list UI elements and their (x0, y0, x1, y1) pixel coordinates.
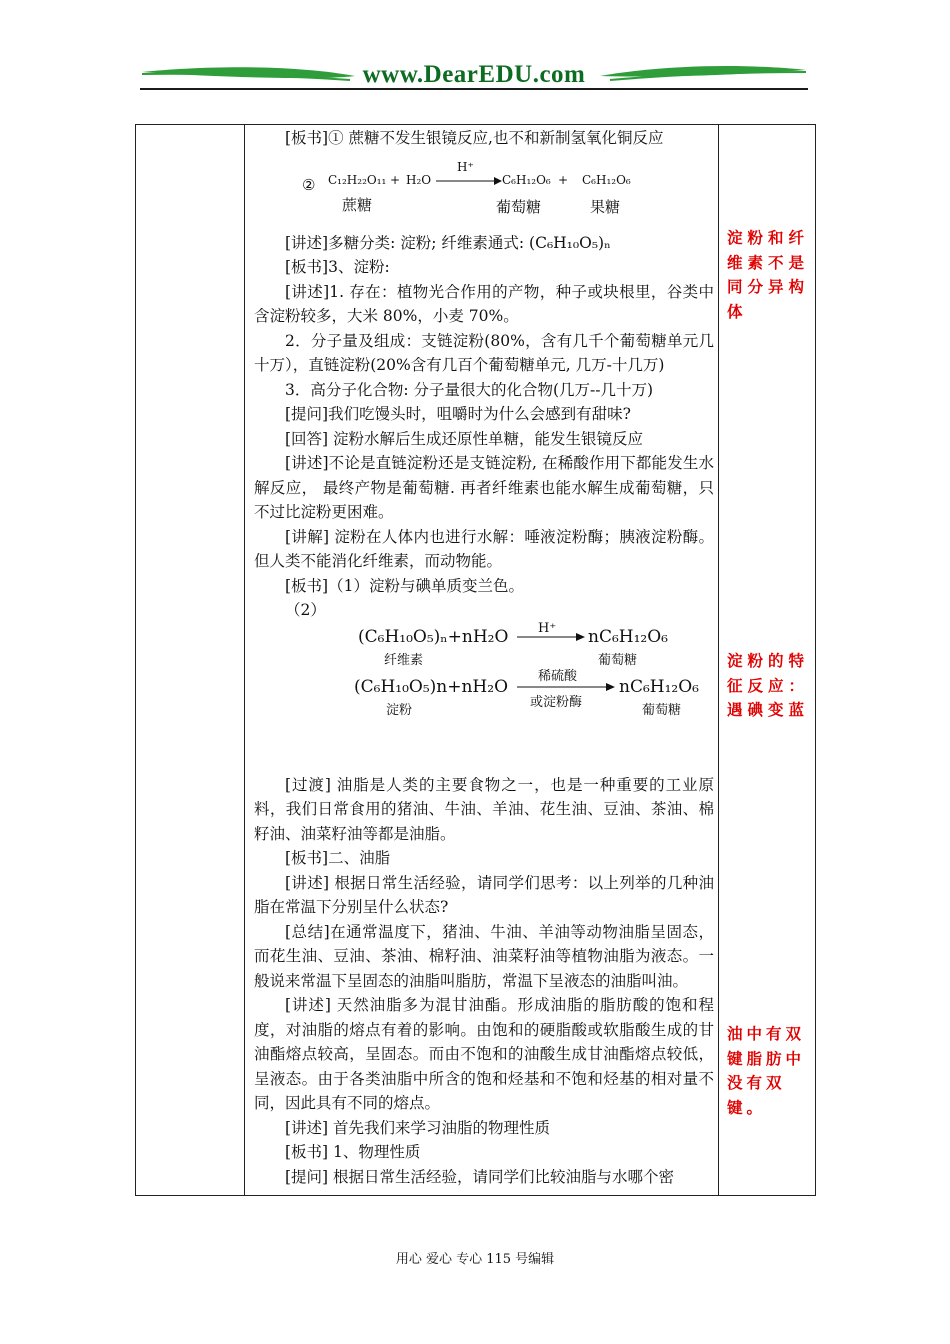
label-fructose: 果糖 (590, 197, 621, 216)
answer-hydrolysis: [回答] 淀粉水解后生成还原性单糖，能发生银镜反应 (285, 429, 644, 448)
label-glucose-1: 葡萄糖 (598, 652, 638, 668)
label-glucose-2: 葡萄糖 (642, 702, 682, 718)
lecture-fat-states: [讲述] 根据日常生活经验，请同学们思考：以上列举的几种油脂在常温下分别呈什么状态? (254, 873, 714, 916)
page-header (140, 58, 808, 94)
board-note-item-2: （2） (285, 601, 326, 619)
lecture-mixed-glycerides: [讲述] 天然油脂多为混甘油酯。形成油脂的脂肪酸的饱和程度，对油脂的熔点有着的影响。由饱和的硬脂酸或软脂酸生成的甘油酯熔点较高，呈固态。而由不饱和的油酸生成甘油酯熔点较低，呈液态。由于各类油脂中所含的饱和烃基和不饱和烃基的相对量不同，因此具有不同的熔点。 (254, 996, 714, 1112)
header-rule (140, 88, 808, 90)
lecture-physical-properties: [讲述] 首先我们来学习油脂的物理性质 (285, 1118, 551, 1137)
board-note-starch: [板书]3、淀粉: (285, 258, 390, 276)
column-divider-2 (718, 125, 719, 1195)
board-note-physical-properties: [板书] 1、物理性质 (285, 1143, 421, 1161)
equation-plus-2: + (558, 172, 569, 187)
equation-plus-1: + (390, 172, 401, 187)
equation-sucrose-hydrolysis (254, 151, 714, 231)
equation-reactant: C₁₂H₂₂O₁₁ (328, 172, 387, 187)
equation-product-glucose: C₆H₁₂O₆ (502, 172, 551, 187)
lecture-polymer: 3．高分子化合物: 分子量很大的化合物(几万--几十万) (285, 380, 654, 399)
reaction1-catalyst: H⁺ (538, 620, 557, 636)
page-footer: 用心 爱心 专心 115 号编辑 (395, 1252, 555, 1267)
equation-number: ② (302, 175, 316, 194)
label-cellulose: 纤维素 (384, 652, 424, 668)
label-glucose: 葡萄糖 (496, 197, 542, 216)
reaction1-right: nC₆H₁₂O₆ (588, 626, 668, 647)
reaction2-catalyst-acid: 稀硫酸 (538, 668, 578, 684)
note-double-bond: 油中有双键脂肪中没有双键。 (727, 1025, 806, 1117)
note-isomer: 淀粉和纤维素不是同分异构体 (727, 229, 810, 321)
question-density: [提问] 根据日常生活经验，请同学们比较油脂与水哪个密 (285, 1167, 675, 1186)
equation-sucrose-arrow (254, 151, 714, 231)
equation-water: H₂O (406, 172, 432, 187)
question-sweet-taste: [提问]我们吃馒头时，咀嚼时为什么会感到有甜味? (285, 405, 631, 423)
explanation-digestion: [讲解] 淀粉在人体内也进行水解：唾液淀粉酶；胰液淀粉酶。但人类不能消化纤维素，而动物能。 (254, 527, 714, 570)
board-note-sucrose: [板书]① 蔗糖不发生银镜反应,也不和新制氢氧化铜反应 (285, 129, 664, 147)
equation-catalyst: H⁺ (457, 159, 474, 174)
lesson-content (254, 124, 714, 1189)
board-note-iodine: [板书]（1）淀粉与碘单质变兰色。 (285, 576, 524, 595)
site-logo[interactable]: www.DearEDU.com (362, 61, 586, 88)
reaction2-catalyst-enzyme: 或淀粉酶 (530, 694, 583, 710)
reaction2-left: (C₆H₁₀O₅)n+nH₂O (354, 676, 509, 697)
reaction2-right: nC₆H₁₂O₆ (619, 676, 699, 697)
equation-polysaccharide-hydrolysis (254, 620, 714, 773)
lecture-existence: [讲述]1. 存在：植物光合作用的产物，种子或块根里，谷类中含淀粉较多，大米 80%，小麦 70%。 (254, 282, 714, 325)
transition-fats: [过渡] 油脂是人类的主要食物之一，也是一种重要的工业原料，我们日常食用的猪油、牛油、羊油、花生油、豆油、茶油、棉籽油、油菜籽油等都是油脂。 (254, 775, 714, 843)
reaction1-left: (C₆H₁₀O₅)ₙ+nH₂O (358, 626, 509, 647)
lecture-molecular-weight: 2．分子量及组成：支链淀粉(80%，含有几千个葡萄糖单元几十万），直链淀粉(20%含有几百个葡萄糖单元, 几万-十几万) (254, 331, 714, 374)
label-sucrose: 蔗糖 (342, 195, 373, 214)
lecture-polysaccharide: [讲述]多糖分类: 淀粉; 纤维素通式: (C₆H₁₀O₅)ₙ (285, 233, 611, 252)
summary-fat-states: [总结]在通常温度下，猪油、牛油、羊油等动物油脂呈固态，而花生油、豆油、茶油、棉籽油、油菜籽油等植物油脂为液态。一般说来常温下呈固态的油脂叫脂肪，常温下呈液态的油脂叫油。 (254, 922, 714, 990)
lecture-hydrolysis: [讲述]不论是直链淀粉还是支链淀粉, 在稀酸作用下都能发生水解反应， 最终产物是葡萄糖. 再者纤维素也能水解生成葡萄糖，只不过比淀粉更困难。 (254, 454, 714, 521)
column-divider-1 (244, 125, 245, 1195)
board-note-fats: [板书]二、油脂 (285, 849, 391, 867)
equation-product-fructose: C₆H₁₂O₆ (582, 172, 631, 187)
label-starch: 淀粉 (386, 702, 413, 718)
note-starch-iodine: 淀粉的特征反应：遇碘变蓝 (727, 652, 810, 719)
